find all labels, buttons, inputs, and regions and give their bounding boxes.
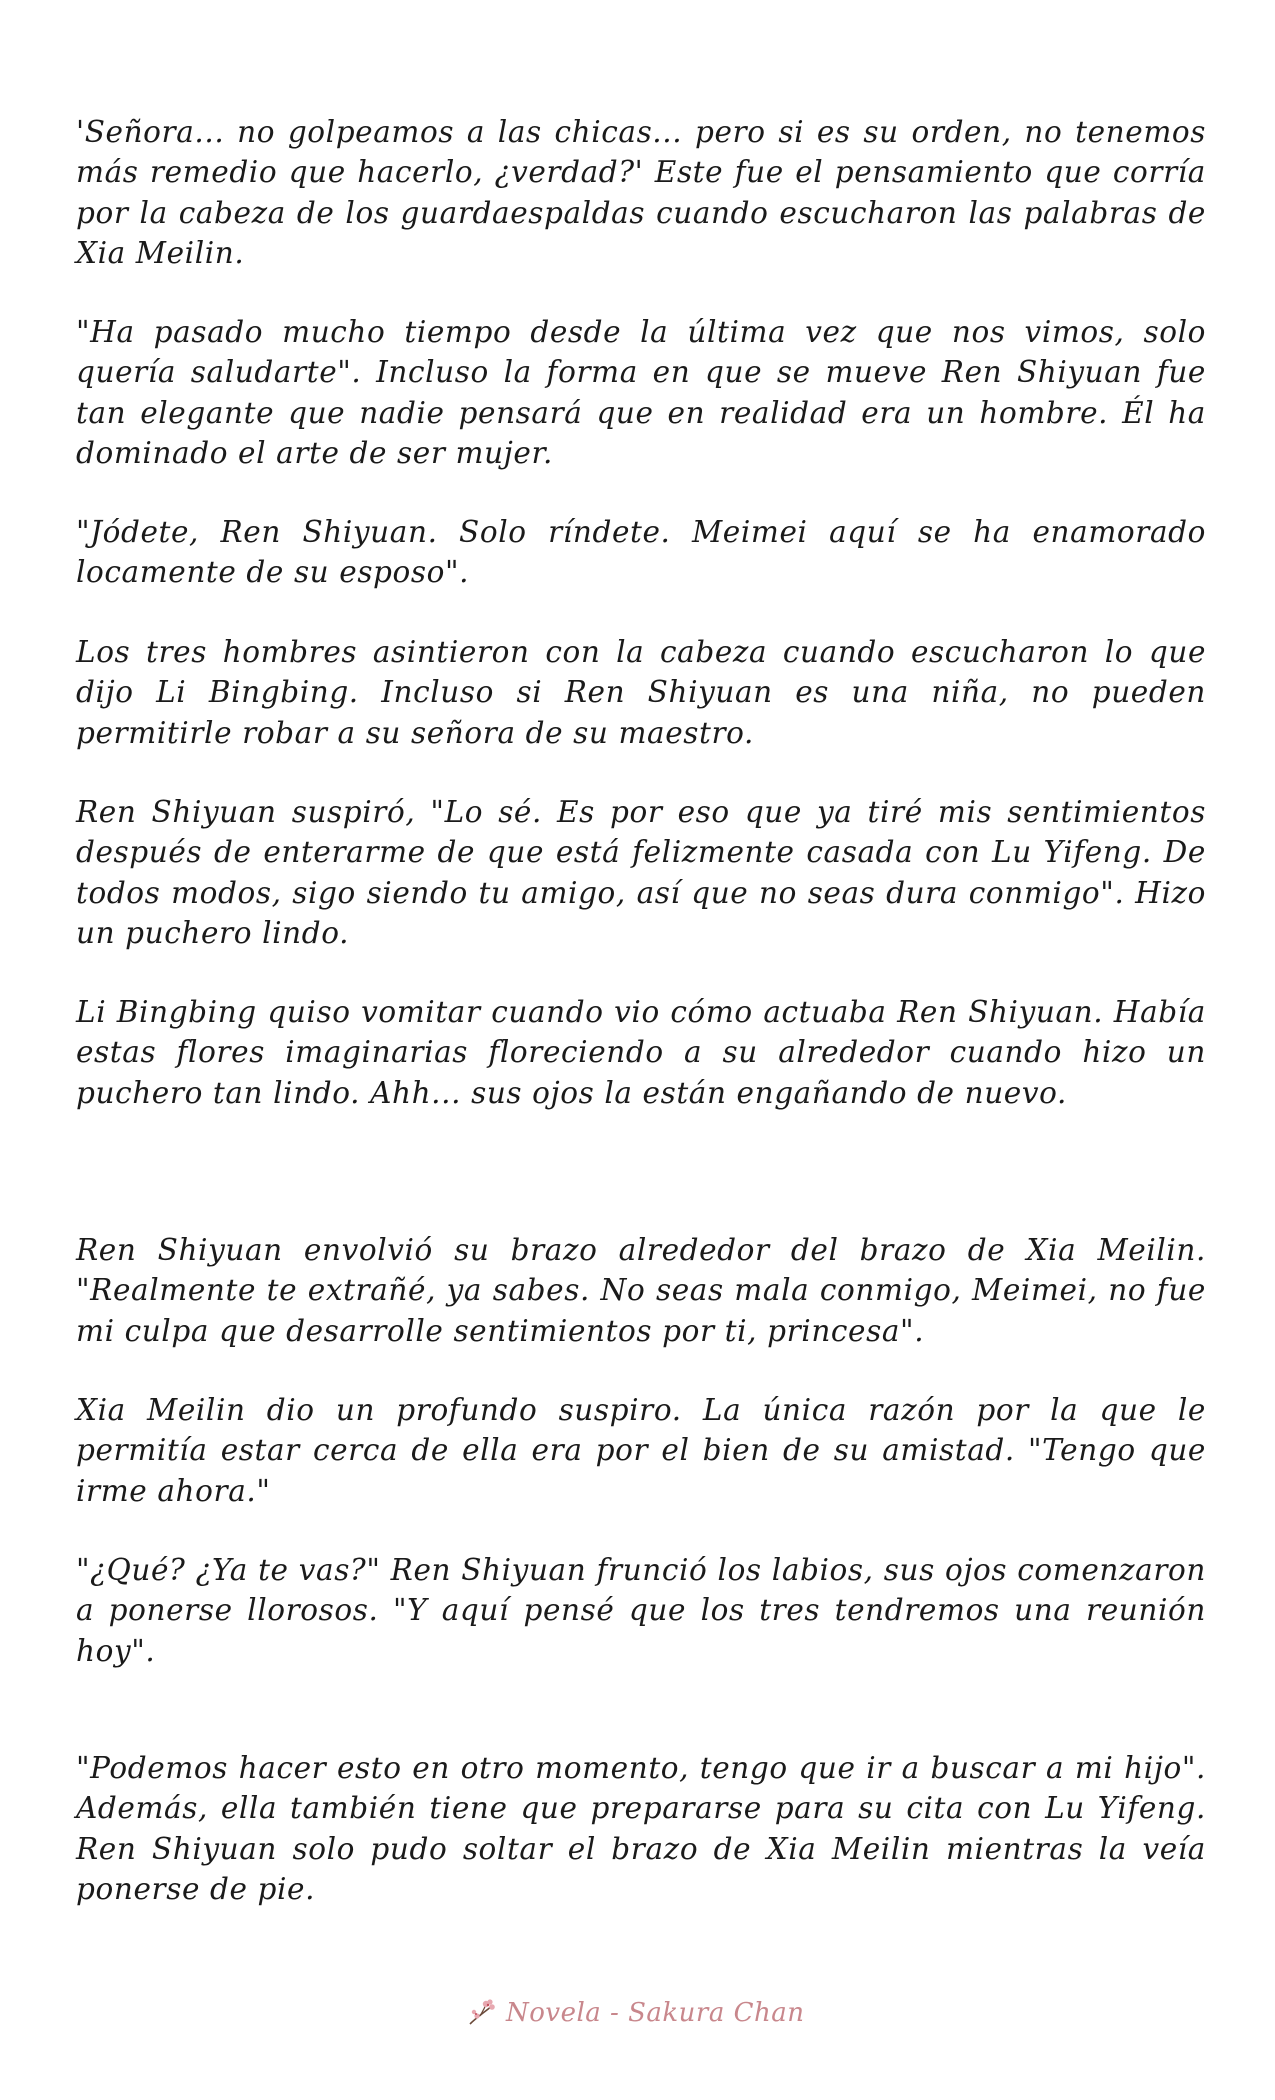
footer-watermark <box>466 1990 805 2036</box>
paragraph-6: Li Bingbing quiso vomitar cuando vio cómo actuaba Ren Shiyuan. Había estas flores imaginarias floreciendo a su alrededor cuando hizo un puchero tan lindo. Ahh... sus ojos la están engañando de nuevo. <box>76 995 1206 1110</box>
paragraph-5: Ren Shiyuan suspiró, "Lo sé. Es por eso que ya tiré mis sentimientos después de enterarme de que está felizmente casada con Lu Yifeng. De todos modos, sigo siendo tu amigo, así que no seas dura conmigo". Hizo un puchero lindo. <box>76 795 1206 950</box>
paragraph-2: "Ha pasado mucho tiempo desde la última vez que nos vimos, solo quería saludarte". Incluso la forma en que se mueve Ren Shiyuan fue tan elegante que nadie pensará que en realidad era un hombre. Él ha dominado el arte de ser mujer. <box>76 315 1206 470</box>
paragraph-4: Los tres hombres asintieron con la cabeza cuando escucharon lo que dijo Li Bingbing. Incluso si Ren Shiyuan es una niña, no pueden permitirle robar a su señora de su maestro. <box>76 635 1206 750</box>
paragraph-10: "Podemos hacer esto en otro momento, tengo que ir a buscar a mi hijo". Además, ella también tiene que prepararse para su cita con Lu Yifeng. Ren Shiyuan solo pudo soltar el brazo de Xia Meilin mientras la veía ponerse de pie. <box>76 1751 1206 1906</box>
paragraph-7: Ren Shiyuan envolvió su brazo alrededor del brazo de Xia Meilin. "Realmente te extrañé, ya sabes. No seas mala conmigo, Meimei, no fue mi culpa que desarrolle sentimientos por ti, princesa". <box>76 1233 1206 1348</box>
cherry-blossom-icon <box>466 1996 500 2030</box>
paragraph-3: "Jódete, Ren Shiyuan. Solo ríndete. Meimei aquí se ha enamorado locamente de su esposo". <box>76 515 1206 590</box>
paragraph-8: Xia Meilin dio un profundo suspiro. La única razón por la que le permitía estar cerca de ella era por el bien de su amistad. "Tengo que irme ahora." <box>76 1393 1206 1508</box>
paragraph-9: "¿Qué? ¿Ya te vas?" Ren Shiyuan frunció los labios, sus ojos comenzaron a ponerse llorosos. "Y aquí pensé que los tres tendremos una reunión hoy". <box>76 1553 1206 1668</box>
paragraph-1: 'Señora... no golpeamos a las chicas... pero si es su orden, no tenemos más remedio que hacerlo, ¿verdad?' Este fue el pensamiento que corría por la cabeza de los guardaespaldas cuando escucharon las palabras de Xia Meilin. <box>76 115 1206 270</box>
footer-text: Novela - Sakura Chan <box>506 1998 805 2028</box>
